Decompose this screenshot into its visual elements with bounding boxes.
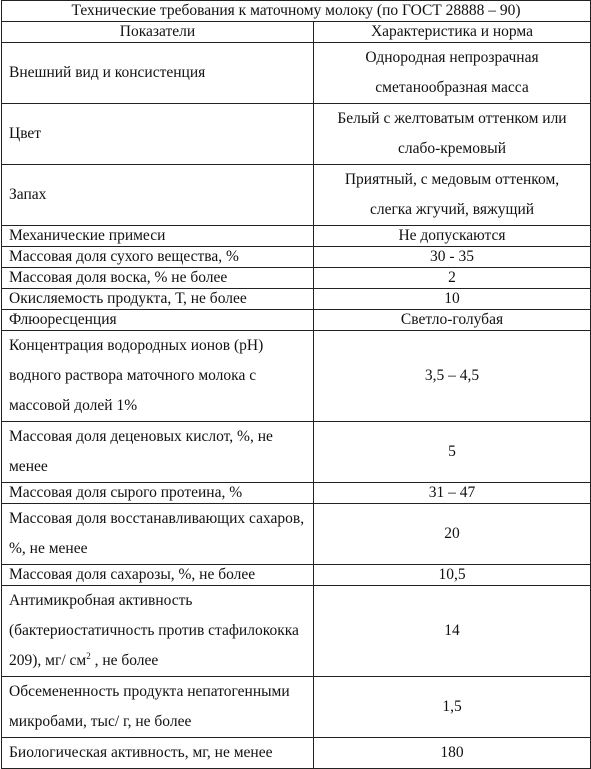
row-indicator-text: , не более xyxy=(90,652,159,669)
row-indicator: Массовая доля сухого вещества, % xyxy=(2,247,314,268)
row-value: 10,5 xyxy=(314,565,591,586)
table-header-row xyxy=(2,22,591,43)
table-row xyxy=(2,565,591,586)
table-row xyxy=(2,247,591,268)
row-indicator: Цвет xyxy=(2,104,314,165)
row-value-line: сметанообразная масса xyxy=(375,79,529,96)
table-row xyxy=(2,43,591,104)
row-value: 2 xyxy=(314,268,591,289)
row-value: 3,5 – 4,5 xyxy=(314,331,591,422)
table-row xyxy=(2,331,591,422)
table-row xyxy=(2,165,591,226)
row-value-line: слабо-кремовый xyxy=(397,140,507,157)
row-indicator: Массовая доля сырого протеина, % xyxy=(2,483,314,504)
table-row xyxy=(2,677,591,738)
row-value: 5 xyxy=(314,422,591,483)
row-value xyxy=(314,165,591,226)
table-row xyxy=(2,226,591,247)
row-value: 1,5 xyxy=(314,677,591,738)
row-value: 14 xyxy=(314,586,591,677)
table-row xyxy=(2,738,591,769)
table-title-row xyxy=(2,1,591,22)
row-indicator: Механические примеси xyxy=(2,226,314,247)
row-indicator: Массовая доля восстанавливающих сахаров, %, не менее xyxy=(2,504,314,565)
column-header-norms: Характеристика и норма xyxy=(314,22,591,43)
row-value-line: Приятный, с медовым оттенком, xyxy=(344,171,560,188)
table-row xyxy=(2,504,591,565)
row-indicator: Биологическая активность, мг, не менее xyxy=(2,738,314,769)
row-indicator-text: Антимикробная активность (бактериостатичность против стафилококка 209), мг/ см xyxy=(9,592,299,669)
row-indicator: Массовая доля сахарозы, %, не более xyxy=(2,565,314,586)
row-indicator: Обсемененность продукта непатогенными микробами, тыс/ г, не более xyxy=(2,677,314,738)
row-indicator: Окисляемость продукта, Т, не более xyxy=(2,289,314,310)
row-value: 180 xyxy=(314,738,591,769)
column-header-indicators: Показатели xyxy=(2,22,314,43)
table-row xyxy=(2,422,591,483)
table-row xyxy=(2,104,591,165)
row-value: Светло-голубая xyxy=(314,310,591,331)
table-row xyxy=(2,289,591,310)
superscript: 2 xyxy=(86,650,91,661)
table-row xyxy=(2,586,591,677)
row-value-line: Однородная непрозрачная xyxy=(365,49,539,66)
row-value: 30 - 35 xyxy=(314,247,591,268)
row-indicator: Запах xyxy=(2,165,314,226)
row-indicator: Массовая доля воска, % не более xyxy=(2,268,314,289)
row-indicator: Флюоресценция xyxy=(2,310,314,331)
table-row xyxy=(2,268,591,289)
row-value-line: слегка жгучий, вяжущий xyxy=(369,201,535,218)
row-value: 20 xyxy=(314,504,591,565)
table-title: Технические требования к маточному молоку (по ГОСТ 28888 – 90) xyxy=(2,1,591,22)
row-value: 10 xyxy=(314,289,591,310)
requirements-table xyxy=(1,0,591,769)
table-row xyxy=(2,483,591,504)
row-value xyxy=(314,43,591,104)
row-indicator: Внешний вид и консистенция xyxy=(2,43,314,104)
row-value: Не допускаются xyxy=(314,226,591,247)
row-value: 31 – 47 xyxy=(314,483,591,504)
row-indicator: Концентрация водородных ионов (рН) водного раствора маточного молока с массовой долей 1% xyxy=(2,331,314,422)
row-indicator: Массовая доля деценовых кислот, %, не менее xyxy=(2,422,314,483)
row-value xyxy=(314,104,591,165)
table-row xyxy=(2,310,591,331)
row-indicator xyxy=(2,586,314,677)
row-value-line: Белый с желтоватым оттенком или xyxy=(337,110,567,127)
